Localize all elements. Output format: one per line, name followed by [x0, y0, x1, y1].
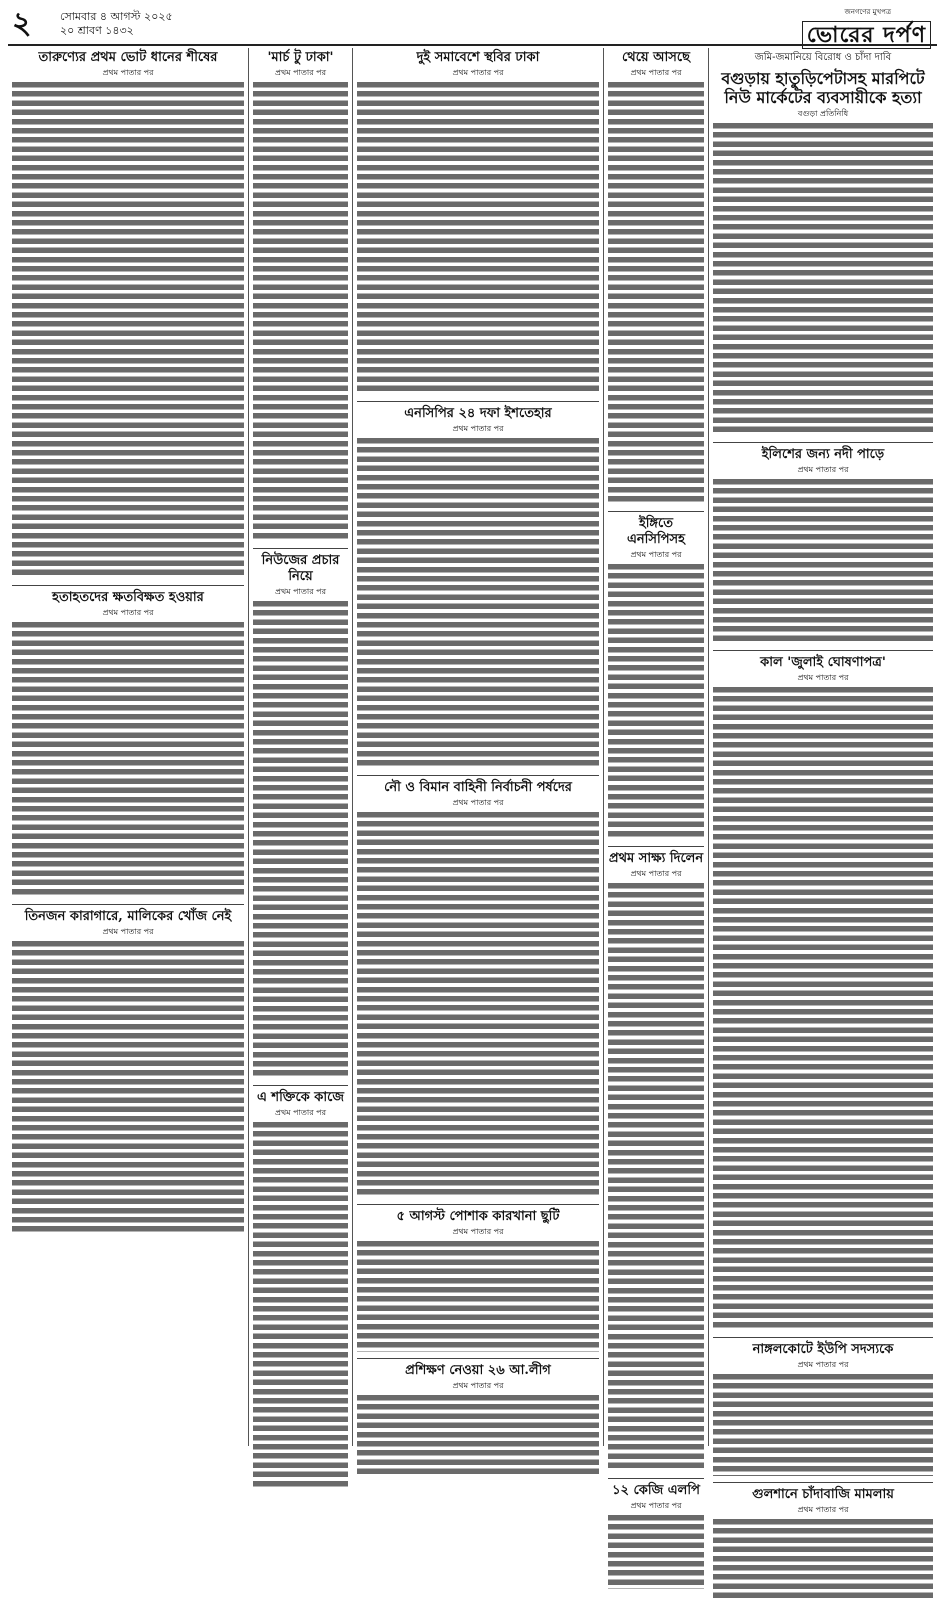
column-1	[8, 48, 248, 1446]
article	[713, 447, 933, 645]
article	[713, 1487, 933, 1601]
article-headline: ইঙ্গিতে এনসিপিসহ	[627, 516, 685, 548]
article	[12, 50, 244, 579]
article-headline: প্রথম সাক্ষ্য দিলেন	[608, 851, 704, 867]
article	[12, 909, 244, 1235]
article-byline: প্রথম পাতার পর	[797, 1504, 849, 1514]
article	[713, 50, 933, 436]
article-divider	[12, 585, 244, 586]
article	[357, 406, 599, 769]
article-headline: ১২ কেজি এলপি	[612, 1482, 700, 1498]
article-byline: প্রথম পাতার পর	[452, 797, 504, 807]
article-body	[713, 1519, 933, 1601]
article-headline: নিউজের প্রচার নিয়ে	[261, 553, 340, 584]
article-body	[713, 479, 933, 645]
article-byline: প্রথম পাতার পর	[797, 464, 849, 474]
article-byline: প্রথম পাতার পর	[275, 1108, 326, 1118]
article	[357, 1209, 599, 1351]
masthead-tagline: জনগণের মুখপত্র	[844, 8, 891, 16]
article-body	[608, 883, 704, 1472]
article-headline: প্রশিক্ষণ নেওয়া ২৬ আ.লীগ	[405, 1362, 551, 1378]
article-byline: প্রথম পাতার পর	[452, 423, 504, 433]
article-divider	[357, 1358, 599, 1359]
article-headline: এনসিপির ২৪ দফা ইশতেহার	[404, 405, 552, 421]
article-body	[713, 1374, 933, 1475]
page-number: ২	[12, 6, 32, 41]
article-headline: নৌ ও বিমান বাহিনী নির্বাচনী পর্ষদের	[384, 779, 572, 795]
article	[608, 1483, 704, 1589]
bengali-date: ২০ শ্রাবণ ১৪৩২	[60, 24, 134, 37]
article-body	[12, 622, 244, 898]
article-byline: প্রথম পাতার পর	[452, 68, 504, 77]
column-3	[352, 48, 603, 1446]
article-divider	[608, 846, 704, 847]
article-divider	[608, 1478, 704, 1479]
article-body	[608, 82, 704, 505]
article-headline: থেয়ে আসছে	[622, 50, 690, 65]
article-headline: বগুড়ায় হাতুড়িপেটাসহ মারপিটে নিউ মার্কেটের ব্যবসায়ীকে হত্যা	[721, 69, 925, 107]
article-headline: গুলশানে চাঁদাবাজি মামলায়	[752, 1486, 894, 1502]
article-byline: প্রথম পাতার পর	[452, 1380, 504, 1390]
article-body	[12, 941, 244, 1235]
article-headline: এ শক্তিকে কাজে	[256, 1090, 345, 1106]
article-body	[357, 812, 599, 1198]
article-byline: প্রথম পাতার পর	[797, 1360, 849, 1370]
article	[713, 1342, 933, 1475]
article-divider	[357, 401, 599, 402]
article	[608, 50, 704, 505]
article	[12, 590, 244, 898]
article-body	[357, 1241, 599, 1351]
article-body	[253, 601, 348, 1079]
article-body	[608, 564, 704, 840]
article-body	[357, 1395, 599, 1478]
article	[713, 655, 933, 1331]
article-body	[357, 82, 599, 395]
article-body	[608, 1515, 704, 1589]
page-header	[8, 6, 937, 46]
article-byline: প্রথম পাতার পর	[630, 550, 682, 560]
article-divider	[357, 775, 599, 776]
article-byline: প্রথম পাতার পর	[102, 926, 154, 936]
article-divider	[713, 442, 933, 443]
article	[357, 50, 599, 395]
article-headline: হতাহতদের ক্ষতবিক্ষত হওয়ার	[52, 589, 204, 605]
article-kicker: জমি-জমানিয়ে বিরোধ ও চাঁদা দাবি	[754, 52, 892, 63]
columns	[8, 48, 937, 1514]
article-headline: দুই সমাবেশে স্থবির ঢাকা	[416, 50, 540, 65]
article-body	[713, 123, 933, 436]
article-byline: প্রথম পাতার পর	[630, 68, 682, 77]
article-divider	[12, 904, 244, 905]
article-divider	[713, 1482, 933, 1483]
article	[253, 1090, 348, 1490]
article-divider	[253, 1085, 348, 1086]
article-byline: প্রথম পাতার পর	[452, 1227, 504, 1237]
article	[357, 1363, 599, 1478]
article-divider	[357, 1204, 599, 1205]
article-byline: প্রথম পাতার পর	[275, 68, 326, 77]
article-body	[357, 438, 599, 769]
column-5	[708, 48, 937, 1514]
article	[608, 851, 704, 1472]
article-byline: প্রথম পাতার পর	[630, 1500, 682, 1510]
article	[253, 50, 348, 542]
article-byline: প্রথম পাতার পর	[275, 587, 326, 596]
column-4	[603, 48, 708, 1510]
article	[253, 553, 348, 1079]
article-headline: ইলিশের জন্য নদী পাড়ে	[761, 446, 885, 462]
article-byline: প্রথম পাতার পর	[797, 673, 849, 683]
article-divider	[608, 511, 704, 512]
article-body	[713, 687, 933, 1331]
date-block	[60, 10, 173, 38]
article-divider	[713, 650, 933, 651]
article-headline: কাল 'জুলাই ঘোষণাপত্র'	[760, 655, 886, 671]
article-body	[12, 82, 244, 579]
article-byline: প্রথম পাতার পর	[630, 869, 682, 879]
article-divider	[713, 1337, 933, 1338]
column-2	[248, 48, 352, 1446]
article-byline: প্রথম পাতার পর	[102, 607, 154, 617]
article-headline: 'মার্চ টু ঢাকা'	[267, 50, 334, 65]
gregorian-date: সোমবার ৪ আগস্ট ২০২৫	[60, 10, 173, 23]
article-body	[253, 1122, 348, 1490]
masthead-title: ভোরের দর্পণ	[802, 21, 931, 49]
article-divider	[253, 548, 348, 549]
article-headline: তিনজন কারাগারে, মালিকের খোঁজ নেই	[24, 908, 232, 924]
article-headline: ৫ আগস্ট পোশাক কারখানা ছুটি	[396, 1209, 560, 1225]
article-headline: তারুণ্যের প্রথম ভোট ধানের শীষের	[38, 50, 218, 65]
article-headline: নাঙ্গলকোটে ইউপি সদস্যকে	[752, 1342, 894, 1358]
article	[357, 780, 599, 1198]
article-body	[253, 82, 348, 542]
article	[608, 516, 704, 840]
article-byline: বগুড়া প্রতিনিধি	[797, 109, 849, 118]
article-byline: প্রথম পাতার পর	[102, 68, 154, 77]
